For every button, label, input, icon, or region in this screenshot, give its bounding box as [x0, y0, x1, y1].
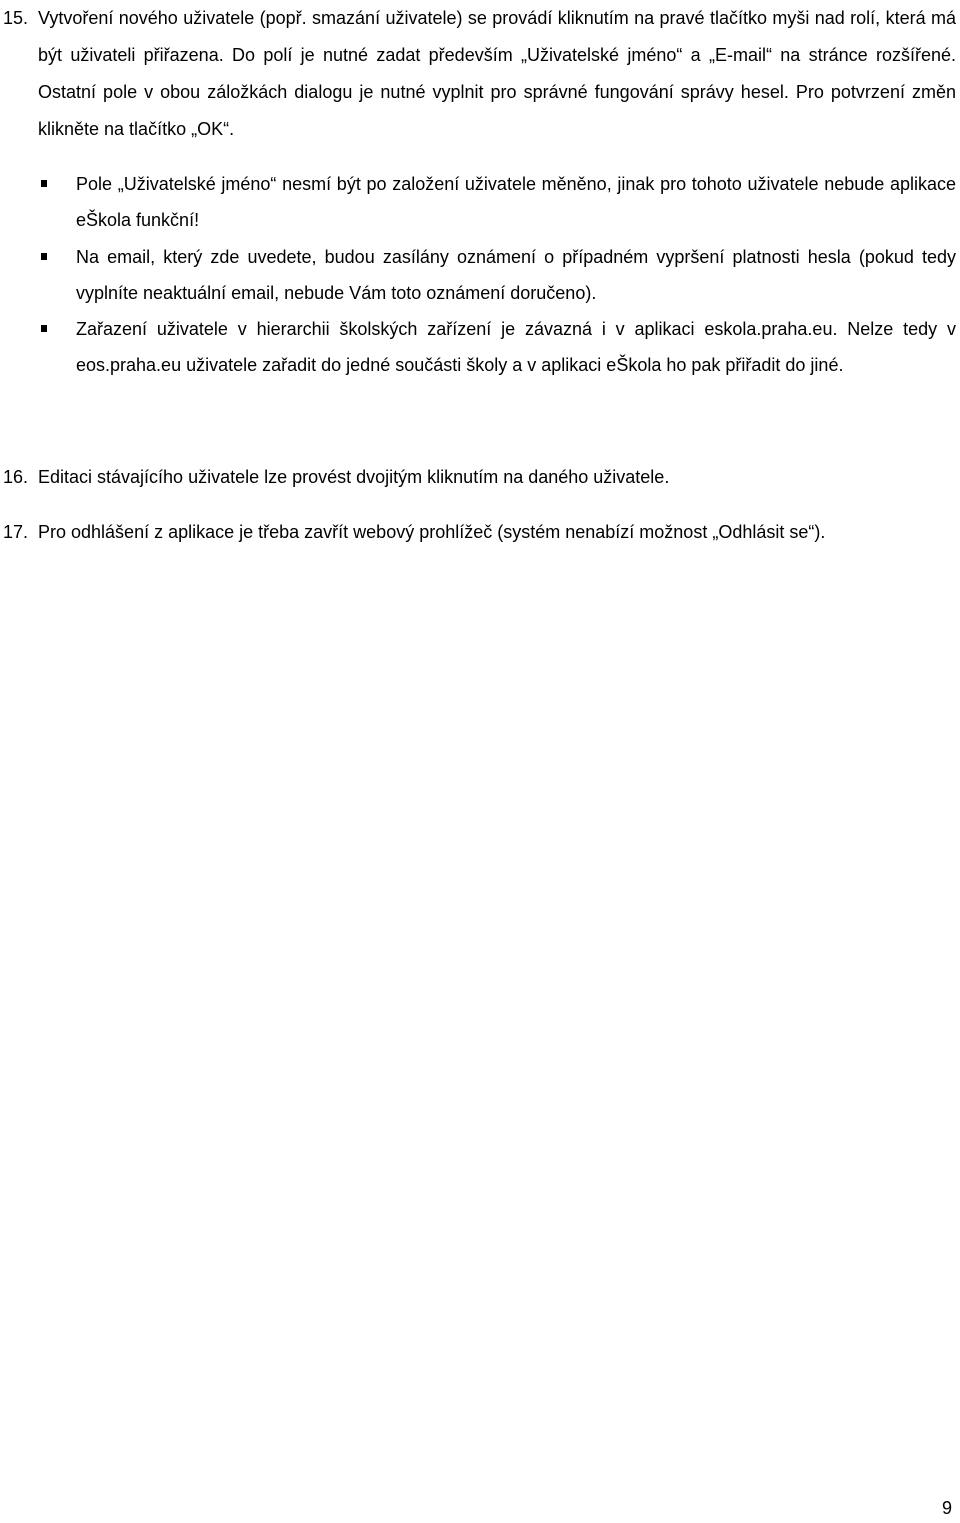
list-item-17: [0, 514, 956, 547]
square-bullet-icon: [41, 253, 47, 260]
square-bullet-icon: [41, 180, 47, 187]
list-item-16: [0, 459, 956, 495]
bullet-text: Pole „Uživatelské jméno“ nesmí být po založení uživatele měněno, jinak pro tohoto uživatele nebude aplikace eŠkola funkční!: [76, 174, 956, 231]
bullet-list: [38, 166, 956, 384]
item-number: 16.: [3, 467, 29, 487]
item-number: 17.: [3, 522, 29, 542]
square-bullet-icon: [41, 325, 47, 332]
item-text: Editaci stávajícího uživatele lze provést dvojitým kliknutím na daného uživatele.: [38, 467, 670, 487]
bullet-item: [38, 239, 956, 312]
bullet-item: [38, 166, 956, 239]
bullet-text: Na email, který zde uvedete, budou zasílány oznámení o případném vypršení platnosti hesla (pokud tedy vyplníte neaktuální email, nebude Vám toto oznámení doručeno).: [76, 246, 956, 303]
item-number: 15.: [3, 8, 29, 28]
bullet-text: Zařazení uživatele v hierarchii školských zařízení je závazná i v aplikaci eskola.praha.eu. Nelze tedy v eos.praha.eu uživatele zařadit do jedné součásti školy a v aplikaci eŠkola ho pak přiřadit do jiné.: [76, 319, 956, 376]
item-text: Vytvoření nového uživatele (popř. smazání uživatele) se provádí kliknutím na pravé tlačítko myši nad rolí, která má být uživateli přiřazena. Do polí je nutné zadat především „Uživatelské jméno“ a „E-mail“ na stránce rozšířené. Ostatní pole v obou záložkách dialogu je nutné vyplnit pro správné fungování správy hesel. Pro potvrzení změn klikněte na tlačítko „OK“.: [38, 8, 956, 139]
item-text: Pro odhlášení z aplikace je třeba zavřít webový prohlížeč (systém nenabízí možnost „Odhlásit se“).: [38, 522, 826, 542]
bullet-item: [38, 311, 956, 384]
list-item-15: [0, 0, 956, 148]
page-number: 9: [941, 1498, 952, 1518]
